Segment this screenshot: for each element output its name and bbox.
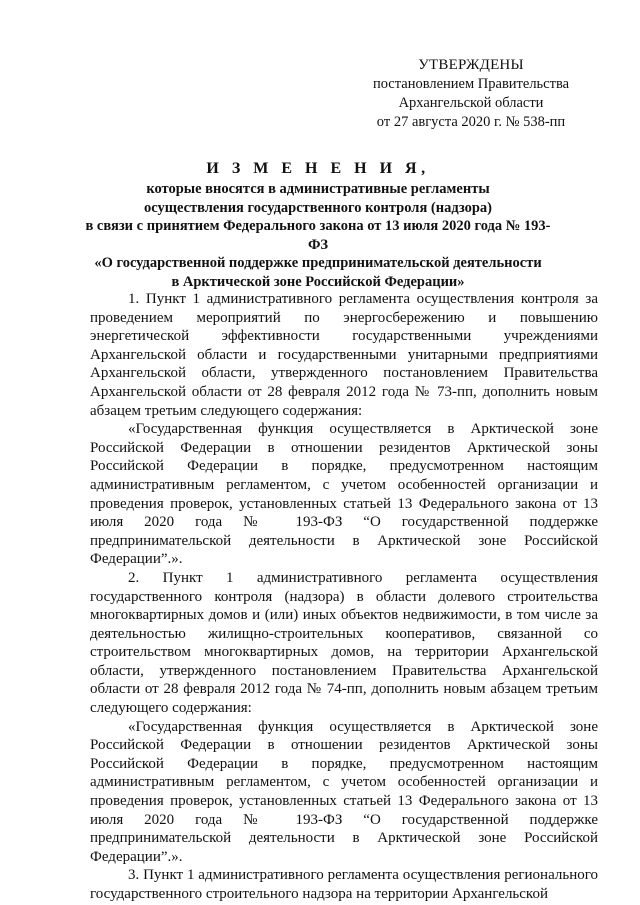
body-paragraph: «Государственная функция осуществляется в Арктической зоне Российской Федерации в отношении резидентов Арктической зоны Российской Федерации в порядке, предусмотренном настоящим административным регламентом, с учетом особенностей организации и проведения проверок, установленных статьей 13 Федерального закона от 13 июля 2020 года № 193-ФЗ “О государственной поддержке предпринимательской деятельности в Арктической зоне Российской Федерации”.». [90, 718, 598, 865]
document-body [90, 290, 598, 904]
approval-stamp [360, 56, 582, 132]
document-subtitle-line: которые вносятся в административные регламенты [146, 181, 490, 197]
body-paragraph: 1. Пункт 1 административного регламента осуществления контроля за проведением мероприятий по энергосбережению и повышению энергетической эффективности государственными учреждениями Архангельской области и государственными унитарными предприятиями Архангельской области, утвержденного постановлением Правительства Архангельской области от 28 февраля 2012 года № 73-пп, дополнить новым абзацем третьим следующего содержания: [90, 291, 598, 419]
document-subtitle-line: осуществления государственного контроля (надзора) [143, 199, 492, 216]
approval-line: Архангельской области [398, 95, 544, 111]
document-heading [78, 158, 558, 291]
approval-heading: УТВЕРЖДЕНЫ [418, 57, 524, 73]
approval-line: постановлением Правительства [372, 76, 570, 92]
document-title: И З М Е Н Е Н И Я, [206, 160, 430, 177]
document-subtitle-line: в Арктической зоне Российской Федерации» [171, 273, 465, 290]
body-paragraph: 3. Пункт 1 административного регламента осуществления регионального государственного строительного надзора на территории Архангельской [90, 867, 598, 902]
document-subtitle-line: «О государственной поддержке предпринимательской деятельности [94, 255, 542, 271]
body-paragraph: 2. Пункт 1 административного регламента осуществления государственного контроля (надзора) в области долевого строительства многоквартирных домов и (или) иных объектов недвижимости, в том числе за деятельностью жилищно-строительных кооперативов, связанной со строительством многоквартирных домов, на территории Архангельской области, утвержденного постановлением Правительства Архангельской области от 28 февраля 2012 года № 74-пп, дополнить новым абзацем третьим следующего содержания: [90, 569, 598, 717]
approval-line: от 27 августа 2020 г. № 538-пп [376, 114, 566, 130]
body-paragraph: «Государственная функция осуществляется в Арктической зоне Российской Федерации в отношении резидентов Арктической зоны Российской Федерации в порядке, предусмотренном настоящим административным регламентом, с учетом особенностей организации и проведения проверок, установленных статьей 13 Федерального закона от 13 июля 2020 года № 193-ФЗ “О государственной поддержке предпринимательской деятельности в Арктической зоне Российской Федерации”.». [90, 421, 598, 568]
document-subtitle-line: в связи с принятием Федерального закона от 13 июля 2020 года № 193-ФЗ [85, 218, 551, 253]
